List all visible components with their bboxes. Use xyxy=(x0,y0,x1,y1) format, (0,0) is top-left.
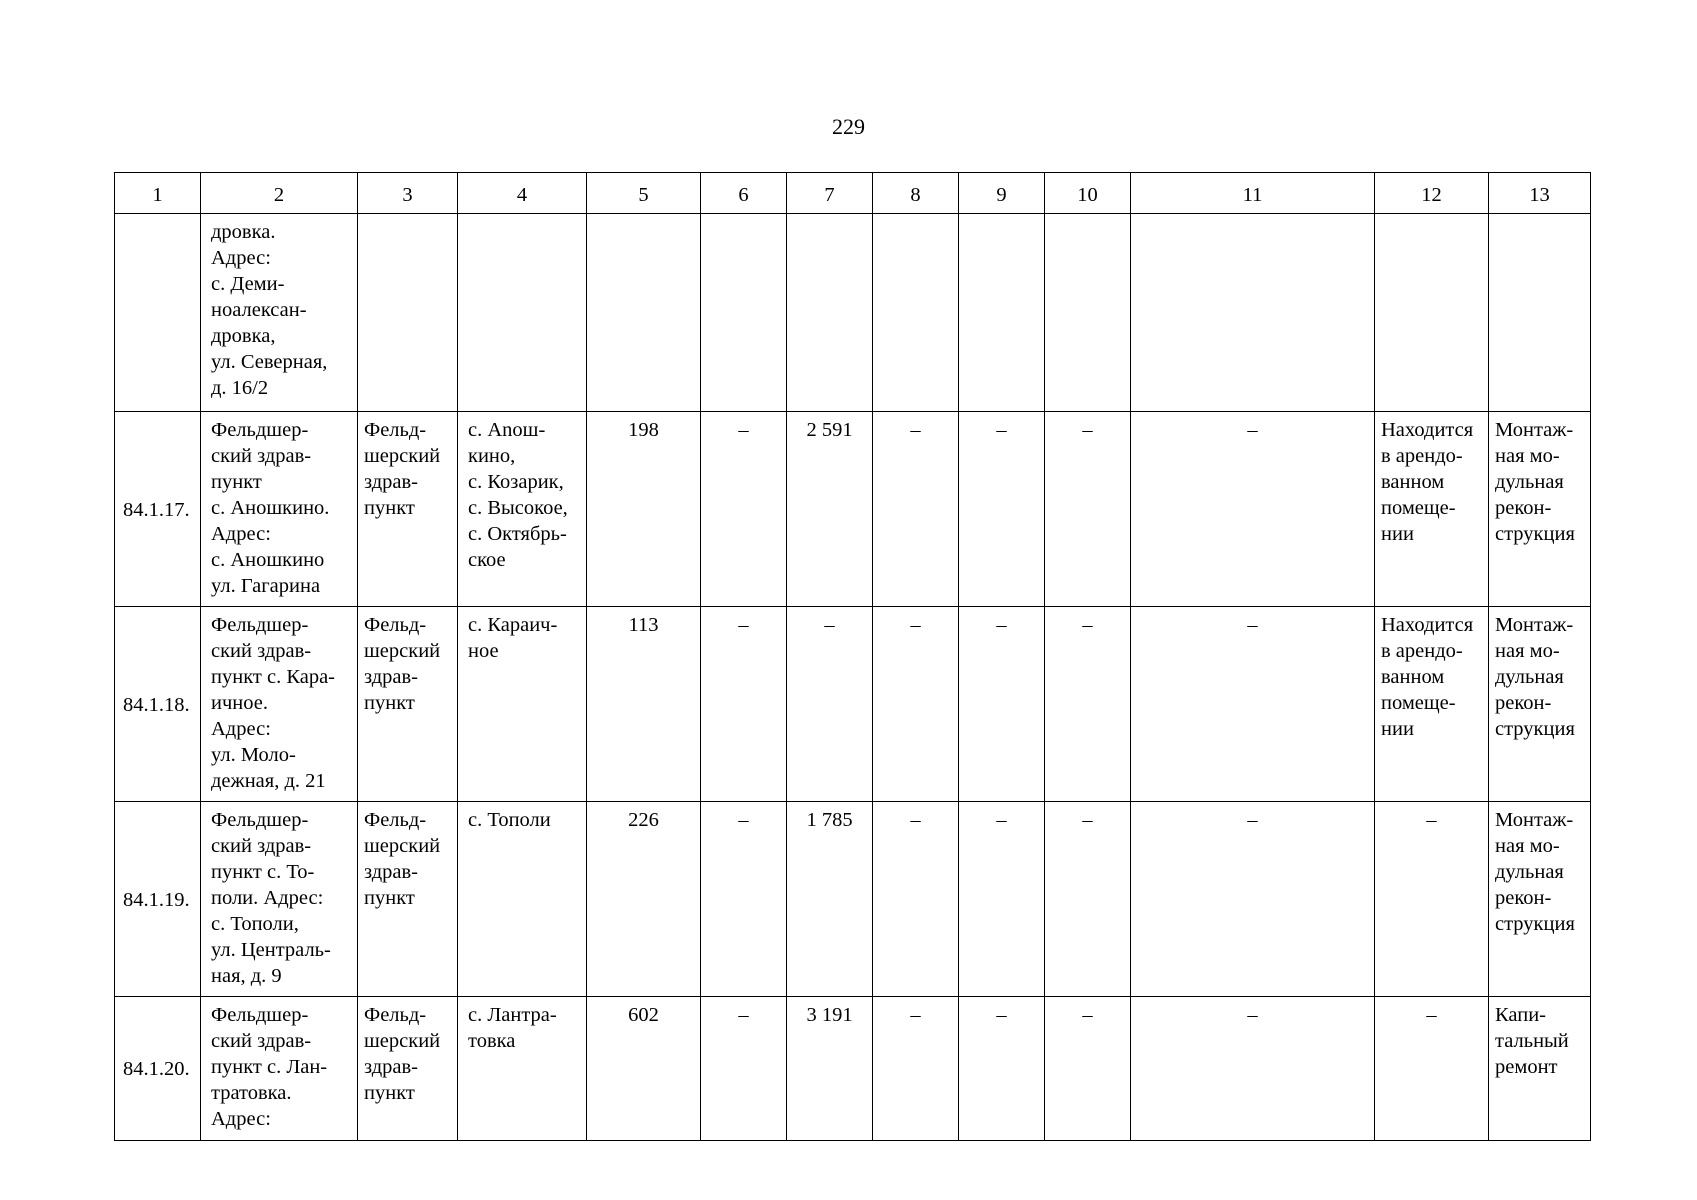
cell-line: тратовка. xyxy=(211,1082,292,1104)
cell-line: здрав- xyxy=(364,666,419,688)
cell-c10: – xyxy=(1045,412,1131,607)
cell-c11 xyxy=(1131,214,1375,412)
column-header: 11 xyxy=(1131,173,1375,214)
cell-line: с. Аnош- xyxy=(468,419,546,441)
cell-line: ский здрав- xyxy=(211,445,312,467)
cell-line: товка xyxy=(468,1030,516,1052)
cell-line: пункт xyxy=(364,887,415,909)
cell-c9: – xyxy=(959,802,1045,997)
cell-c5: 113 xyxy=(587,607,701,802)
table-row xyxy=(115,214,1591,412)
cell-c9 xyxy=(959,214,1045,412)
cell-line: ная мо- xyxy=(1495,445,1560,467)
cell-c6: – xyxy=(701,607,787,802)
cell-c7: 2 591 xyxy=(787,412,873,607)
facility-status xyxy=(1375,607,1489,802)
cell-line: в арендо- xyxy=(1381,445,1463,467)
cell-c8 xyxy=(873,214,959,412)
column-header: 5 xyxy=(587,173,701,214)
facility-type xyxy=(358,607,458,802)
cell-line: ная мо- xyxy=(1495,640,1560,662)
cell-line: ноалексан- xyxy=(211,299,307,321)
cell-line: Адрес: xyxy=(211,247,271,269)
cell-line: Находится xyxy=(1381,419,1474,441)
cell-line: рекон- xyxy=(1495,692,1552,714)
cell-c10: – xyxy=(1045,997,1131,1141)
cell-line: пункт с. То- xyxy=(211,861,315,883)
cell-line: с. Лантра- xyxy=(468,1004,557,1026)
cell-c9: – xyxy=(959,412,1045,607)
cell-line: пункт xyxy=(211,471,262,493)
cell-line: с. Караич- xyxy=(468,614,558,636)
cell-c7: 1 785 xyxy=(787,802,873,997)
table-row xyxy=(115,997,1591,1141)
cell-line: с. Аношкино. xyxy=(211,497,330,519)
facility-status xyxy=(1375,997,1489,1141)
page-number: 229 xyxy=(832,114,865,139)
column-header: 10 xyxy=(1045,173,1131,214)
served-settlements xyxy=(458,802,587,997)
cell-line: Фельд- xyxy=(364,419,427,441)
cell-line: нии xyxy=(1381,523,1414,545)
cell-line: кино, xyxy=(468,445,516,467)
facility-type xyxy=(358,412,458,607)
cell-line: пункт xyxy=(364,497,415,519)
cell-line: пункт с. Кара- xyxy=(211,666,335,688)
cell-line: Находится xyxy=(1381,614,1474,636)
cell-line: ул. Моло- xyxy=(211,744,296,766)
cell-line: струкция xyxy=(1495,718,1575,740)
facility-type xyxy=(358,802,458,997)
row-number: 84.1.19. xyxy=(115,802,201,997)
cell-c11: – xyxy=(1131,802,1375,997)
cell-line: Монтаж- xyxy=(1495,809,1574,831)
column-header: 9 xyxy=(959,173,1045,214)
cell-line: с. Высокое, xyxy=(468,497,568,519)
cell-line: шерский xyxy=(364,835,441,857)
cell-line: ский здрав- xyxy=(211,640,312,662)
facility-status xyxy=(1375,214,1489,412)
facility-status xyxy=(1375,802,1489,997)
cell-line: Фельд- xyxy=(364,809,427,831)
facility-name-address xyxy=(201,802,358,997)
cell-line: помеще- xyxy=(1381,497,1456,519)
column-header: 1 xyxy=(115,173,201,214)
cell-line: Фельдшер- xyxy=(211,614,309,636)
cell-line: ский здрав- xyxy=(211,835,312,857)
cell-c7: – xyxy=(787,607,873,802)
cell-line: ул. Централь- xyxy=(211,939,331,961)
column-header: 13 xyxy=(1489,173,1591,214)
column-header: 3 xyxy=(358,173,458,214)
cell-line: Монтаж- xyxy=(1495,614,1574,636)
cell-line: ичное. xyxy=(211,692,268,714)
facility-status xyxy=(1375,412,1489,607)
cell-line: дульная xyxy=(1495,471,1564,493)
cell-c10: – xyxy=(1045,607,1131,802)
cell-line: ное xyxy=(468,640,499,662)
row-number: 84.1.18. xyxy=(115,607,201,802)
cell-line: – xyxy=(1426,809,1437,831)
cell-line: ная мо- xyxy=(1495,835,1560,857)
column-header: 7 xyxy=(787,173,873,214)
cell-c8: – xyxy=(873,997,959,1141)
cell-line: Фельдшер- xyxy=(211,1004,309,1026)
cell-line: Монтаж- xyxy=(1495,419,1574,441)
cell-line: дульная xyxy=(1495,861,1564,883)
column-header: 12 xyxy=(1375,173,1489,214)
column-header: 6 xyxy=(701,173,787,214)
served-settlements xyxy=(458,997,587,1141)
facility-name-address xyxy=(201,214,358,412)
cell-c8: – xyxy=(873,802,959,997)
column-header: 8 xyxy=(873,173,959,214)
facilities-table xyxy=(114,172,1591,1141)
cell-c6: – xyxy=(701,412,787,607)
facility-name-address xyxy=(201,412,358,607)
cell-c11: – xyxy=(1131,997,1375,1141)
cell-line: поли. Адрес: xyxy=(211,887,324,909)
cell-line: ная, д. 9 xyxy=(211,965,282,987)
cell-line: струкция xyxy=(1495,913,1575,935)
cell-c6 xyxy=(701,214,787,412)
served-settlements xyxy=(458,607,587,802)
cell-line: здрав- xyxy=(364,861,419,883)
cell-line: шерский xyxy=(364,1030,441,1052)
planned-measure xyxy=(1489,607,1591,802)
facility-name-address xyxy=(201,997,358,1141)
cell-c9: – xyxy=(959,607,1045,802)
cell-line: Фельд- xyxy=(364,1004,427,1026)
cell-line: ский здрав- xyxy=(211,1030,312,1052)
cell-line: в арендо- xyxy=(1381,640,1463,662)
cell-line: Адрес: xyxy=(211,523,271,545)
cell-line: струкция xyxy=(1495,523,1575,545)
cell-line: с. Тополи, xyxy=(211,913,299,935)
cell-c8: – xyxy=(873,412,959,607)
cell-line: дровка, xyxy=(211,325,276,347)
table-row xyxy=(115,802,1591,997)
cell-line: шерский xyxy=(364,640,441,662)
cell-line: ул. Гагарина xyxy=(211,575,321,597)
cell-line: здрав- xyxy=(364,471,419,493)
cell-line: Адрес: xyxy=(211,718,271,740)
row-number: 84.1.17. xyxy=(115,412,201,607)
cell-line: с. Козарик, xyxy=(468,471,564,493)
cell-line: с. Тополи xyxy=(468,809,551,831)
served-settlements xyxy=(458,214,587,412)
facility-name-address xyxy=(201,607,358,802)
cell-c9: – xyxy=(959,997,1045,1141)
cell-line: дежная, д. 21 xyxy=(211,770,326,792)
cell-line: с. Октябрь- xyxy=(468,523,567,545)
table-row xyxy=(115,607,1591,802)
cell-line: ванном xyxy=(1381,666,1445,688)
cell-line: пункт с. Лан- xyxy=(211,1056,328,1078)
cell-c10: – xyxy=(1045,802,1131,997)
cell-c11: – xyxy=(1131,607,1375,802)
facility-type xyxy=(358,214,458,412)
cell-c11: – xyxy=(1131,412,1375,607)
facility-type xyxy=(358,997,458,1141)
cell-line: Адрес: xyxy=(211,1108,271,1130)
cell-line: – xyxy=(1426,1004,1437,1026)
cell-c5: 226 xyxy=(587,802,701,997)
row-number: 84.1.20. xyxy=(115,997,201,1141)
cell-line: пункт xyxy=(364,692,415,714)
planned-measure xyxy=(1489,802,1591,997)
cell-c6: – xyxy=(701,997,787,1141)
cell-c7: 3 191 xyxy=(787,997,873,1141)
cell-line: с. Деми- xyxy=(211,273,285,295)
cell-c6: – xyxy=(701,802,787,997)
cell-line: ское xyxy=(468,549,506,571)
header-row xyxy=(115,173,1591,214)
cell-c5 xyxy=(587,214,701,412)
column-header: 2 xyxy=(201,173,358,214)
cell-c8: – xyxy=(873,607,959,802)
planned-measure xyxy=(1489,214,1591,412)
column-header: 4 xyxy=(458,173,587,214)
cell-c7 xyxy=(787,214,873,412)
cell-line: рекон- xyxy=(1495,887,1552,909)
cell-line: Фельдшер- xyxy=(211,419,309,441)
cell-c10 xyxy=(1045,214,1131,412)
cell-line: дровка. xyxy=(211,221,276,243)
cell-line: д. 16/2 xyxy=(211,377,269,399)
cell-c5: 602 xyxy=(587,997,701,1141)
planned-measure xyxy=(1489,412,1591,607)
cell-line: Фельдшер- xyxy=(211,809,309,831)
cell-line: пункт xyxy=(364,1082,415,1104)
planned-measure xyxy=(1489,997,1591,1141)
cell-line: рекон- xyxy=(1495,497,1552,519)
served-settlements xyxy=(458,412,587,607)
row-number xyxy=(115,214,201,412)
table-row xyxy=(115,412,1591,607)
cell-line: дульная xyxy=(1495,666,1564,688)
cell-line: нии xyxy=(1381,718,1414,740)
cell-line: помеще- xyxy=(1381,692,1456,714)
cell-line: шерский xyxy=(364,445,441,467)
cell-line: с. Аношкино xyxy=(211,549,325,571)
cell-line: Капи- xyxy=(1495,1004,1546,1026)
cell-line: здрав- xyxy=(364,1056,419,1078)
cell-line: ремонт xyxy=(1495,1056,1558,1078)
cell-c5: 198 xyxy=(587,412,701,607)
cell-line: ул. Северная, xyxy=(211,351,328,373)
cell-line: ванном xyxy=(1381,471,1445,493)
cell-line: тальный xyxy=(1495,1030,1569,1052)
cell-line: Фельд- xyxy=(364,614,427,636)
